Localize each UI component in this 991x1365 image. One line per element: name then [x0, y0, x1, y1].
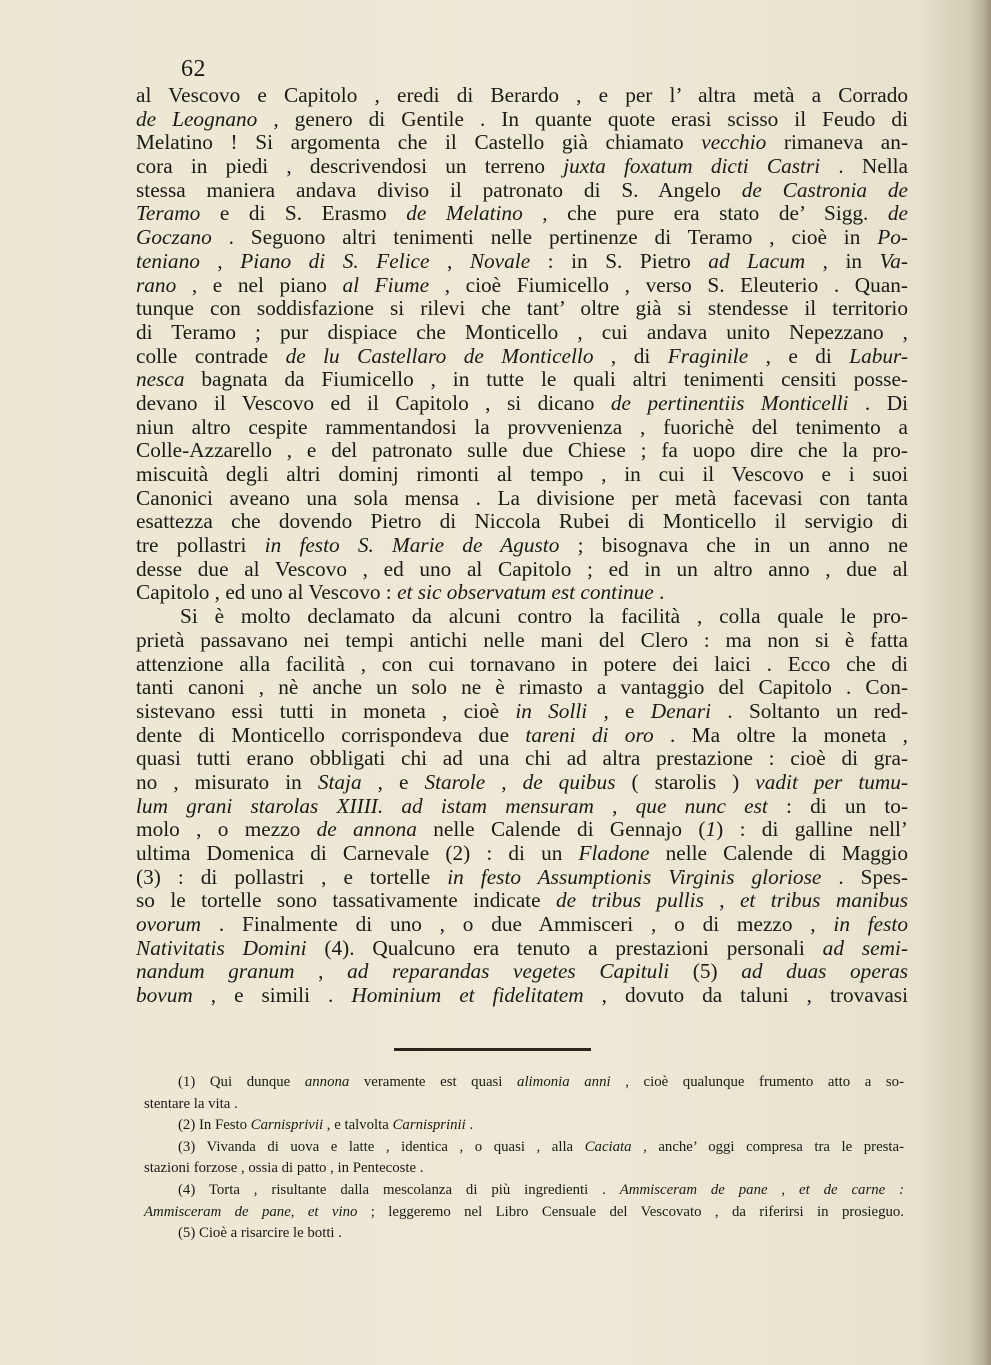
- italic-text: rano: [136, 272, 177, 297]
- text-run: dente di Monticello corrispondeva due: [136, 722, 526, 747]
- italic-text: lum grani starolas XIIII. ad istam mensuram: [136, 793, 594, 818]
- italic-text: ad semi-: [822, 935, 908, 960]
- footnote-separator-rule: [394, 1048, 591, 1051]
- text-run: ; leggeremo nel Libro Censuale del Vescovato , da riferirsi in prosieguo.: [357, 1203, 904, 1220]
- text-run: (5): [669, 959, 742, 984]
- text-run: ,: [199, 248, 241, 273]
- body-line-5: [136, 179, 908, 203]
- text-run: prietà passavano nei tempi antichi nelle mani del Clero : ma non si è fatta: [136, 627, 908, 652]
- text-run: cora in piedi , descrivendosi un terreno: [136, 154, 564, 179]
- body-line-25: [136, 653, 908, 677]
- footnote-line-5: [144, 1158, 904, 1180]
- body-line-10: [136, 297, 908, 321]
- body-line-7: [136, 226, 908, 250]
- italic-text: 1: [705, 817, 717, 842]
- italic-text: ad reparandas vegetes Capituli: [347, 959, 670, 984]
- text-run: sistevano essi tutti in moneta , cioè: [136, 698, 516, 723]
- text-run: stazioni forzose , ossia di patto , in Pentecoste .: [144, 1160, 424, 1177]
- text-run: nelle Calende di Gennajo (: [416, 817, 706, 842]
- text-run: , dovuto da taluni , trovavasi: [583, 983, 909, 1008]
- footnote-line-6: [144, 1180, 904, 1202]
- italic-text: Goczano: [136, 225, 212, 250]
- italic-text: annona: [304, 1074, 350, 1090]
- text-run: devano il Vescovo ed il Capitolo , si dicano: [136, 390, 611, 415]
- text-run: , di: [593, 343, 668, 368]
- italic-text: et tribus manibus: [739, 888, 909, 913]
- body-line-33: [136, 842, 908, 866]
- text-run: : di un to-: [767, 793, 908, 818]
- text-run: (3) : di pollastri , e tortelle: [136, 864, 448, 889]
- text-run: ,: [429, 248, 470, 273]
- text-run: veramente est quasi: [349, 1074, 518, 1090]
- body-line-36: [136, 913, 908, 937]
- italic-text: bovum: [136, 983, 193, 1008]
- text-run: . Finalmente di uno , o due Ammisceri , o di mezzo ,: [201, 912, 834, 937]
- italic-text: Teramo: [136, 201, 201, 226]
- body-line-22: [136, 581, 908, 605]
- body-line-12: [136, 345, 908, 369]
- italic-text: ad duas operas: [741, 959, 908, 984]
- text-run: di Teramo ; pur dispiace che Monticello , cui andava unito Nepezzano ,: [136, 319, 908, 344]
- text-run: e di S. Erasmo: [200, 201, 407, 226]
- text-run: tanti canoni , nè anche un solo ne è rimasto a vantaggio del Capitolo . Con-: [136, 675, 908, 700]
- body-line-34: [136, 866, 908, 890]
- text-run: esattezza che dovendo Pietro di Niccola Rubei di Monticello il servigio di: [136, 509, 908, 534]
- italic-text: Starole: [424, 769, 486, 794]
- footnotes: [144, 1072, 904, 1245]
- italic-text: vadit per tumu-: [755, 769, 908, 794]
- body-line-29: [136, 747, 908, 771]
- text-run: . Soltanto un red-: [711, 698, 909, 723]
- text-run: (4) Torta , risultante dalla mescolanza di più ingredienti .: [178, 1181, 620, 1198]
- text-run: Melatino ! Si argomenta che il Castello già chiamato: [136, 130, 702, 155]
- text-run: nelle Calende di Maggio: [649, 841, 908, 865]
- text-run: .: [653, 580, 665, 605]
- text-run: . Ma oltre la moneta ,: [653, 722, 908, 747]
- text-run: (4). Qualcuno era tenuto a prestazioni personali: [306, 935, 823, 960]
- text-run: , e talvolta: [323, 1117, 393, 1134]
- text-run: stentare la vita .: [144, 1095, 238, 1112]
- italic-text: Labur-: [849, 343, 908, 368]
- italic-text: Piano di S. Felice: [240, 248, 430, 273]
- footnote-line-2: [144, 1094, 904, 1116]
- italic-text: teniano: [136, 248, 200, 273]
- text-run: (1) Qui dunque: [178, 1074, 305, 1090]
- text-run: so le tortelle sono tassativamente indicate: [136, 888, 556, 913]
- body-line-31: [136, 795, 908, 819]
- italic-text: de: [887, 201, 908, 226]
- body-line-26: [136, 676, 908, 700]
- body-line-4: [136, 155, 908, 179]
- text-run: . Spes-: [821, 864, 908, 889]
- text-run: ; bisognava che in un anno ne: [559, 533, 908, 558]
- italic-text: de quibus: [522, 769, 616, 794]
- footnote-line-7: [144, 1202, 904, 1224]
- footnote-line-8: [144, 1223, 904, 1245]
- italic-text: in festo S. Marie de Agusto: [264, 533, 560, 558]
- text-run: .: [465, 1117, 474, 1134]
- body-line-11: [136, 321, 908, 345]
- italic-text: Ammisceram de pane , et de carne :: [619, 1181, 904, 1198]
- italic-text: Carnisprivii: [250, 1117, 324, 1134]
- italic-text: et sic observatum est continue: [397, 580, 654, 605]
- body-line-1: [136, 84, 908, 108]
- text-run: ,: [593, 793, 636, 818]
- text-run: . Nella: [820, 154, 909, 179]
- text-run: (3) Vivanda di uova e latte , identica , o quasi , alla: [178, 1138, 585, 1155]
- italic-text: in Solli: [515, 698, 588, 723]
- text-run: , e nel piano: [176, 272, 343, 297]
- body-line-17: [136, 463, 908, 487]
- text-run: desse due al Vescovo , ed uno al Capitolo ; ed in un altro anno , due al: [136, 556, 908, 581]
- text-run: , che pure era stato de’ Sigg.: [522, 201, 888, 226]
- body-line-13: [136, 368, 908, 392]
- italic-text: Carnisprinii: [392, 1117, 466, 1134]
- footnote-line-3: [144, 1115, 904, 1137]
- italic-text: nandum granum: [136, 959, 295, 984]
- body-line-18: [136, 487, 908, 511]
- text-run: ( starolis ): [615, 769, 756, 794]
- body-line-6: [136, 202, 908, 226]
- italic-text: ovorum: [136, 912, 202, 937]
- text-run: rimaneva an-: [766, 130, 908, 155]
- italic-text: Ammisceram de pane, et vino: [144, 1203, 358, 1220]
- body-text: [136, 84, 908, 1008]
- body-line-14: [136, 392, 908, 416]
- text-run: Si è molto declamato da alcuni contro la facilità , colla quale le pro-: [180, 604, 908, 629]
- text-run: molo , o mezzo: [136, 817, 317, 842]
- body-line-8: [136, 250, 908, 274]
- body-line-2: [136, 108, 908, 132]
- text-run: : in S. Pietro: [530, 248, 709, 273]
- text-run: stessa maniera andava diviso il patronato di S. Angelo: [136, 177, 742, 202]
- text-run: , cioè Fiumicello , verso S. Eleuterio . Quan-: [429, 272, 909, 297]
- italic-text: de Leognano: [136, 106, 258, 131]
- text-run: (2) In Festo: [178, 1117, 251, 1134]
- body-line-21: [136, 558, 908, 582]
- text-run: Canonici aveano una sola mensa . La divisione per metà facevasi con tanta: [136, 485, 908, 510]
- italic-text: de annona: [316, 817, 417, 842]
- body-line-3: [136, 131, 908, 155]
- body-line-23: [136, 605, 908, 629]
- page-number: 62: [181, 56, 206, 82]
- page-edge-shadow: [969, 0, 991, 1365]
- body-line-15: [136, 416, 908, 440]
- body-line-38: [136, 960, 908, 984]
- italic-text: nesca: [136, 367, 185, 392]
- text-run: colle contrade: [136, 343, 286, 368]
- text-run: , anche’ oggi compresa tra le presta-: [631, 1138, 905, 1155]
- italic-text: Va-: [879, 248, 908, 273]
- body-line-27: [136, 700, 908, 724]
- text-run: Capitolo , ed uno al Vescovo :: [136, 580, 398, 605]
- italic-text: ad Lacum: [708, 248, 806, 273]
- italic-text: Hominium et fidelitatem: [351, 983, 584, 1008]
- text-run: , e di: [748, 343, 850, 368]
- text-run: , e simili .: [192, 983, 352, 1008]
- text-run: , genero di Gentile . In quante quote erasi scisso il Feudo di: [257, 106, 908, 131]
- text-run: miscuità degli altri dominj rimonti al tempo , in cui il Vescovo e i suoi: [136, 462, 908, 486]
- body-line-9: [136, 274, 908, 298]
- text-run: , e: [361, 769, 425, 794]
- text-run: Colle-Azzarello , e del patronato sulle due Chiese ; fa uopo dire che la pro-: [136, 438, 908, 463]
- text-run: tunque con soddisfazione si rilevi che tant’ oltre già si stendesse il territorio: [136, 296, 908, 321]
- italic-text: tareni di oro: [525, 722, 654, 747]
- text-run: ultima Domenica di Carnevale (2) : di un: [136, 841, 579, 865]
- text-run: niun altro cespite rammentandosi la provvenienza , fuorichè del tenimento a: [136, 414, 908, 439]
- text-run: attenzione alla facilità , con cui tornavano in potere dei laici . Ecco che di: [136, 651, 908, 676]
- body-line-24: [136, 629, 908, 653]
- italic-text: que nunc est: [635, 793, 768, 818]
- italic-text: Caciata: [584, 1138, 632, 1155]
- footnote-line-1: [144, 1072, 904, 1094]
- body-line-28: [136, 724, 908, 748]
- footnote-line-4: [144, 1137, 904, 1159]
- body-line-32: [136, 818, 908, 842]
- body-line-20: [136, 534, 908, 558]
- text-run: . Seguono altri tenimenti nelle pertinenze di Teramo , cioè in: [211, 225, 878, 250]
- text-run: ,: [703, 888, 740, 913]
- italic-text: de lu Castellaro de Monticello: [285, 343, 594, 368]
- italic-text: de pertinentiis Monticelli: [610, 390, 849, 415]
- italic-text: vecchio: [701, 130, 767, 155]
- italic-text: in festo: [833, 912, 908, 937]
- body-line-37: [136, 937, 908, 961]
- body-line-39: [136, 984, 908, 1008]
- italic-text: Fladone: [578, 841, 650, 865]
- italic-text: Denari: [650, 698, 712, 723]
- text-run: ) : di galline nell’: [716, 817, 908, 842]
- italic-text: Nativitatis Domini: [136, 935, 307, 960]
- text-run: al Vescovo e Capitolo , eredi di Berardo , e per l’ altra metà a Corrado: [136, 83, 908, 107]
- text-run: , in: [805, 248, 880, 273]
- text-run: no , misurato in: [136, 769, 318, 794]
- italic-text: al Fiume: [342, 272, 430, 297]
- text-run: , cioè qualunque frumento atto a so-: [610, 1074, 904, 1090]
- text-run: , e: [587, 698, 651, 723]
- body-line-30: [136, 771, 908, 795]
- italic-text: in festo Assumptionis Virginis gloriose: [447, 864, 822, 889]
- italic-text: Staja: [317, 769, 362, 794]
- body-line-16: [136, 439, 908, 463]
- italic-text: Fraginile: [667, 343, 749, 368]
- italic-text: Po-: [877, 225, 908, 250]
- italic-text: Novale: [469, 248, 531, 273]
- text-run: quasi tutti erano obbligati chi ad una chi ad altra prestazione : cioè di gra-: [136, 746, 908, 771]
- italic-text: de tribus pullis: [555, 888, 704, 913]
- italic-text: de Castronia de: [741, 177, 908, 202]
- text-run: tre pollastri: [136, 533, 265, 558]
- italic-text: alimonia anni: [517, 1074, 611, 1090]
- body-line-19: [136, 510, 908, 534]
- text-run: ,: [294, 959, 348, 984]
- italic-text: juxta foxatum dicti Castri: [563, 154, 821, 179]
- text-run: bagnata da Fiumicello , in tutte le quali altri tenimenti censiti posse-: [184, 367, 908, 392]
- text-run: (5) Cioè a risarcire le botti .: [178, 1225, 342, 1242]
- body-line-35: [136, 889, 908, 913]
- text-run: . Di: [848, 390, 909, 415]
- italic-text: de Melatino: [406, 201, 523, 226]
- text-run: ,: [485, 769, 523, 794]
